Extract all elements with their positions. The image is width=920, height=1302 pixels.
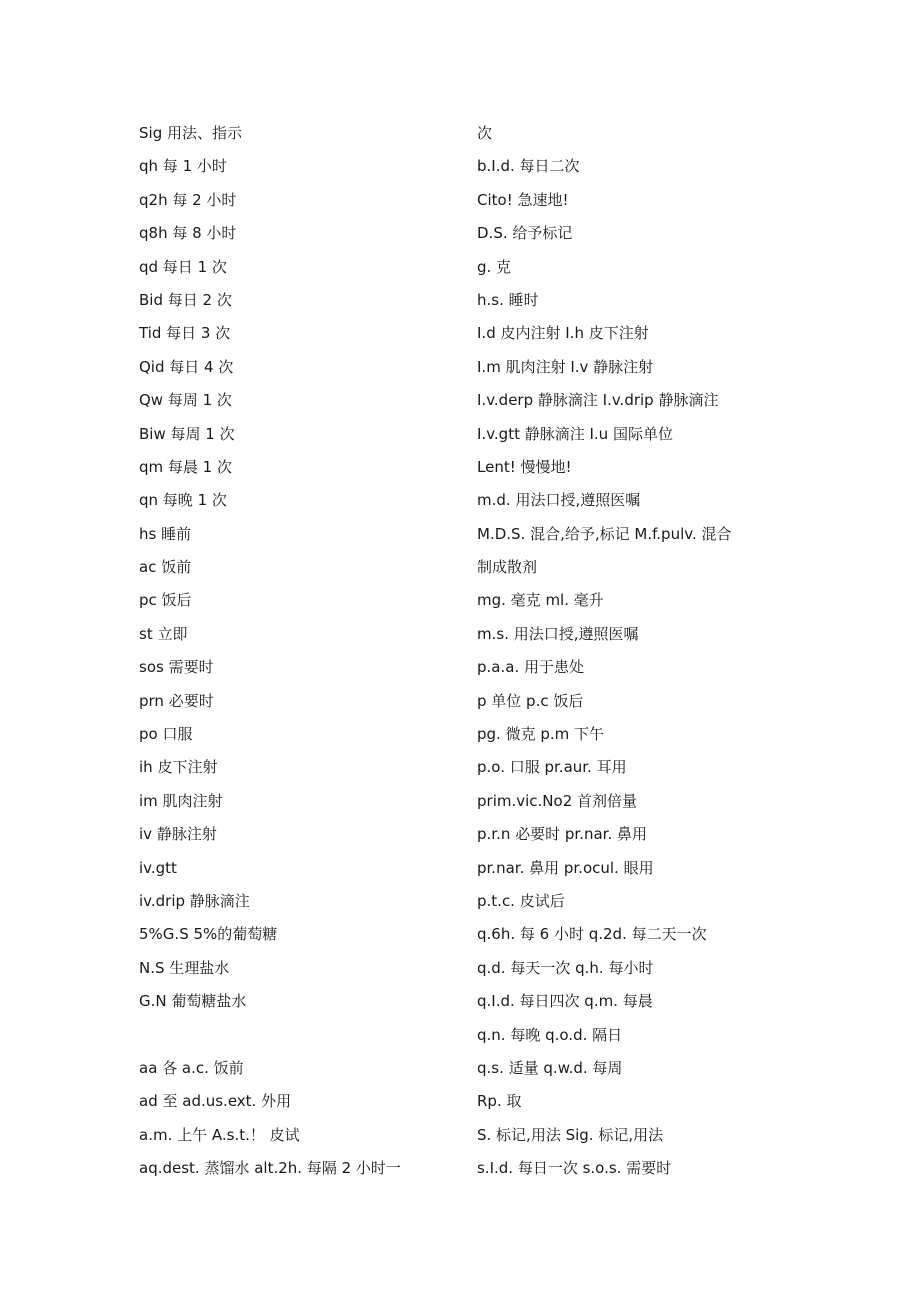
abbreviation-line: pg. 微克 p.m 下午 — [477, 725, 605, 744]
abbreviation-line: po 口服 — [139, 725, 193, 744]
abbreviation-line: Sig 用法、指示 — [139, 124, 242, 142]
abbreviation-line: mg. 毫克 ml. 毫升 — [477, 591, 604, 610]
abbreviation-line: Bid 每日 2 次 — [139, 290, 232, 309]
abbreviation-line: q8h 每 8 小时 — [139, 224, 237, 243]
abbreviation-line: qh 每 1 小时 — [139, 157, 227, 176]
abbreviation-line: ad 至 ad.us.ext. 外用 — [139, 1092, 292, 1111]
abbreviation-line: im 肌肉注射 — [139, 791, 223, 810]
abbreviation-line: Qid 每日 4 次 — [139, 357, 234, 376]
abbreviation-line: h.s. 睡时 — [477, 290, 539, 309]
abbreviation-line: M.D.S. 混合,给予,标记 M.f.pulv. 混合 — [477, 524, 732, 543]
abbreviation-line: sos 需要时 — [139, 658, 214, 677]
abbreviation-line: q.n. 每晚 q.o.d. 隔日 — [477, 1025, 623, 1044]
abbreviation-line: q2h 每 2 小时 — [139, 190, 237, 209]
abbreviation-line: m.d. 用法口授,遵照医嘱 — [477, 491, 641, 510]
abbreviation-line: ih 皮下注射 — [139, 758, 218, 777]
abbreviation-line: Lent! 慢慢地! — [477, 457, 572, 476]
abbreviation-line: p.a.a. 用于患处 — [477, 658, 584, 677]
right-column — [477, 117, 807, 1186]
abbreviation-line: I.d 皮内注射 I.h 皮下注射 — [477, 324, 649, 343]
abbreviation-line: iv 静脉注射 — [139, 825, 217, 844]
abbreviation-line: aa 各 a.c. 饭前 — [139, 1058, 244, 1077]
abbreviation-line: 制成散剂 — [477, 558, 538, 577]
abbreviation-line: q.s. 适量 q.w.d. 每周 — [477, 1058, 623, 1077]
abbreviation-line: p 单位 p.c 饭后 — [477, 691, 584, 710]
abbreviation-line: qm 每晨 1 次 — [139, 457, 232, 476]
abbreviation-line: a.m. 上午 A.s.t.！ 皮试 — [139, 1125, 300, 1144]
abbreviation-line: N.S 生理盐水 — [139, 958, 230, 977]
abbreviation-line: S. 标记,用法 Sig. 标记,用法 — [477, 1125, 664, 1144]
abbreviation-line: qd 每日 1 次 — [139, 257, 227, 276]
abbreviation-line: Tid 每日 3 次 — [139, 324, 231, 343]
abbreviation-line: I.v.gtt 静脉滴注 I.u 国际单位 — [477, 424, 673, 443]
abbreviation-line: b.I.d. 每日二次 — [477, 157, 580, 176]
abbreviation-line: I.v.derp 静脉滴注 I.v.drip 静脉滴注 — [477, 391, 719, 410]
abbreviation-line: Rp. 取 — [477, 1092, 522, 1111]
abbreviation-line: g. 克 — [477, 257, 512, 276]
abbreviation-line: p.t.c. 皮试后 — [477, 891, 565, 910]
abbreviation-line: prn 必要时 — [139, 691, 214, 710]
abbreviation-line: m.s. 用法口授,遵照医嘱 — [477, 624, 639, 643]
abbreviation-line: iv.gtt — [139, 858, 177, 877]
abbreviation-line: q.I.d. 每日四次 q.m. 每晨 — [477, 992, 653, 1011]
abbreviation-line: ac 饭前 — [139, 558, 192, 577]
abbreviation-line: p.r.n 必要时 pr.nar. 鼻用 — [477, 825, 647, 844]
abbreviation-line: prim.vic.No2 首剂倍量 — [477, 791, 638, 810]
abbreviation-line: p.o. 口服 pr.aur. 耳用 — [477, 758, 627, 777]
left-column — [139, 117, 459, 1186]
abbreviation-line: pr.nar. 鼻用 pr.ocul. 眼用 — [477, 858, 654, 877]
abbreviation-line: hs 睡前 — [139, 524, 192, 543]
abbreviation-line: q.6h. 每 6 小时 q.2d. 每二天一次 — [477, 925, 707, 944]
abbreviation-line — [139, 1019, 459, 1052]
abbreviation-line: D.S. 给予标记 — [477, 224, 573, 243]
abbreviation-line: Qw 每周 1 次 — [139, 391, 232, 410]
abbreviation-line: q.d. 每天一次 q.h. 每小时 — [477, 958, 654, 977]
abbreviation-line: pc 饭后 — [139, 591, 192, 610]
abbreviation-line: Cito! 急速地! — [477, 190, 569, 209]
abbreviation-line: s.I.d. 每日一次 s.o.s. 需要时 — [477, 1159, 672, 1178]
abbreviation-line: 5%G.S 5%的葡萄糖 — [139, 925, 278, 944]
abbreviation-line: G.N 葡萄糖盐水 — [139, 992, 247, 1011]
abbreviation-line: aq.dest. 蒸馏水 alt.2h. 每隔 2 小时一 — [139, 1159, 401, 1178]
abbreviation-line: I.m 肌肉注射 I.v 静脉注射 — [477, 357, 654, 376]
abbreviation-line: st 立即 — [139, 624, 188, 643]
abbreviation-line: 次 — [477, 124, 493, 142]
abbreviation-line: qn 每晚 1 次 — [139, 491, 227, 510]
abbreviation-line: Biw 每周 1 次 — [139, 424, 235, 443]
abbreviation-line: iv.drip 静脉滴注 — [139, 891, 250, 910]
